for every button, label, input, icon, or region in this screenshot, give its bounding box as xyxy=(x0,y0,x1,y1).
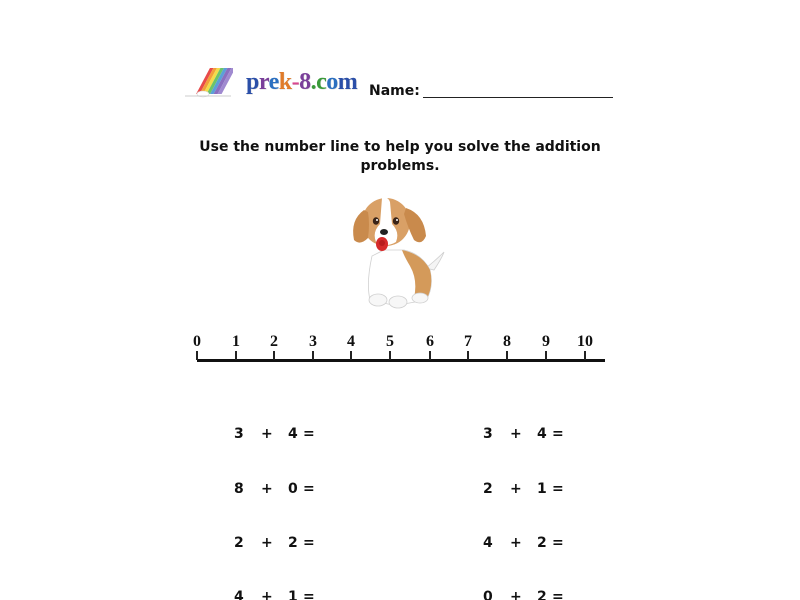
addend-b: 2 xyxy=(537,589,547,600)
equals-sign: = xyxy=(552,481,564,497)
plus-sign: + xyxy=(510,481,522,497)
addend-a: 8 xyxy=(234,481,244,497)
number-line-tick xyxy=(312,351,314,360)
name-label: Name: xyxy=(369,83,420,99)
plus-sign: + xyxy=(510,589,522,600)
addend-b: 1 xyxy=(537,481,547,497)
addend-a: 3 xyxy=(234,426,244,442)
number-line-label: 7 xyxy=(464,333,472,350)
logo-letter: p xyxy=(246,69,259,95)
number-line-tick xyxy=(350,351,352,360)
addition-problem xyxy=(483,588,566,600)
addition-problem xyxy=(483,480,566,498)
plus-sign: + xyxy=(261,589,273,600)
number-line-label: 8 xyxy=(503,333,511,350)
number-line-label: 5 xyxy=(386,333,394,350)
number-line-tick xyxy=(196,351,198,360)
addend-b: 2 xyxy=(537,535,547,551)
logo-letter: o xyxy=(326,69,338,95)
number-line-tick xyxy=(467,351,469,360)
number-line-label: 10 xyxy=(577,333,593,350)
addition-problem xyxy=(483,534,566,552)
addition-problem xyxy=(234,480,317,498)
addition-problem xyxy=(234,588,317,600)
equals-sign: = xyxy=(303,535,315,551)
equals-sign: = xyxy=(552,535,564,551)
equals-sign: = xyxy=(552,426,564,442)
number-line-tick xyxy=(506,351,508,360)
equals-sign: = xyxy=(552,589,564,600)
addend-b: 1 xyxy=(288,589,298,600)
plus-sign: + xyxy=(510,535,522,551)
instructions-text: Use the number line to help you solve the addition problems. xyxy=(199,139,601,174)
equals-sign: = xyxy=(303,589,315,600)
number-line-label: 0 xyxy=(193,333,201,350)
plus-sign: + xyxy=(510,426,522,442)
site-logo xyxy=(246,68,357,96)
addend-b: 4 xyxy=(537,426,547,442)
addend-a: 3 xyxy=(483,426,493,442)
logo-letter: c xyxy=(316,69,327,95)
number-line-tick xyxy=(273,351,275,360)
number-line-label: 6 xyxy=(426,333,434,350)
rainbow-logo-icon xyxy=(183,66,233,98)
number-line-label: 1 xyxy=(232,333,240,350)
logo-letter: - xyxy=(291,69,300,95)
number-line-axis xyxy=(197,359,605,362)
logo-letter: e xyxy=(268,69,279,95)
addend-a: 4 xyxy=(234,589,244,600)
addend-a: 2 xyxy=(234,535,244,551)
number-line-tick xyxy=(429,351,431,360)
logo-letter: r xyxy=(258,69,269,95)
addition-problem xyxy=(234,425,317,443)
addend-a: 2 xyxy=(483,481,493,497)
plus-sign: + xyxy=(261,535,273,551)
logo-letter: m xyxy=(337,69,358,95)
addition-problem xyxy=(483,425,566,443)
addend-b: 0 xyxy=(288,481,298,497)
number-line-label: 2 xyxy=(270,333,278,350)
number-line-tick xyxy=(584,351,586,360)
number-line-tick xyxy=(389,351,391,360)
addend-a: 0 xyxy=(483,589,493,600)
equals-sign: = xyxy=(303,426,315,442)
plus-sign: + xyxy=(261,481,273,497)
number-line-label: 4 xyxy=(347,333,355,350)
plus-sign: + xyxy=(261,426,273,442)
addition-problem xyxy=(234,534,317,552)
logo-letter: . xyxy=(310,69,317,95)
number-line-label: 9 xyxy=(542,333,550,350)
addend-b: 4 xyxy=(288,426,298,442)
addend-b: 2 xyxy=(288,535,298,551)
number-line-label: 3 xyxy=(309,333,317,350)
name-field-line[interactable] xyxy=(423,97,613,98)
number-line-tick xyxy=(545,351,547,360)
puppy-illustration-icon xyxy=(344,188,448,310)
number-line-tick xyxy=(235,351,237,360)
number-line xyxy=(185,328,615,373)
logo-letter: 8 xyxy=(299,69,311,95)
equals-sign: = xyxy=(303,481,315,497)
addend-a: 4 xyxy=(483,535,493,551)
logo-letter: k xyxy=(278,69,292,95)
